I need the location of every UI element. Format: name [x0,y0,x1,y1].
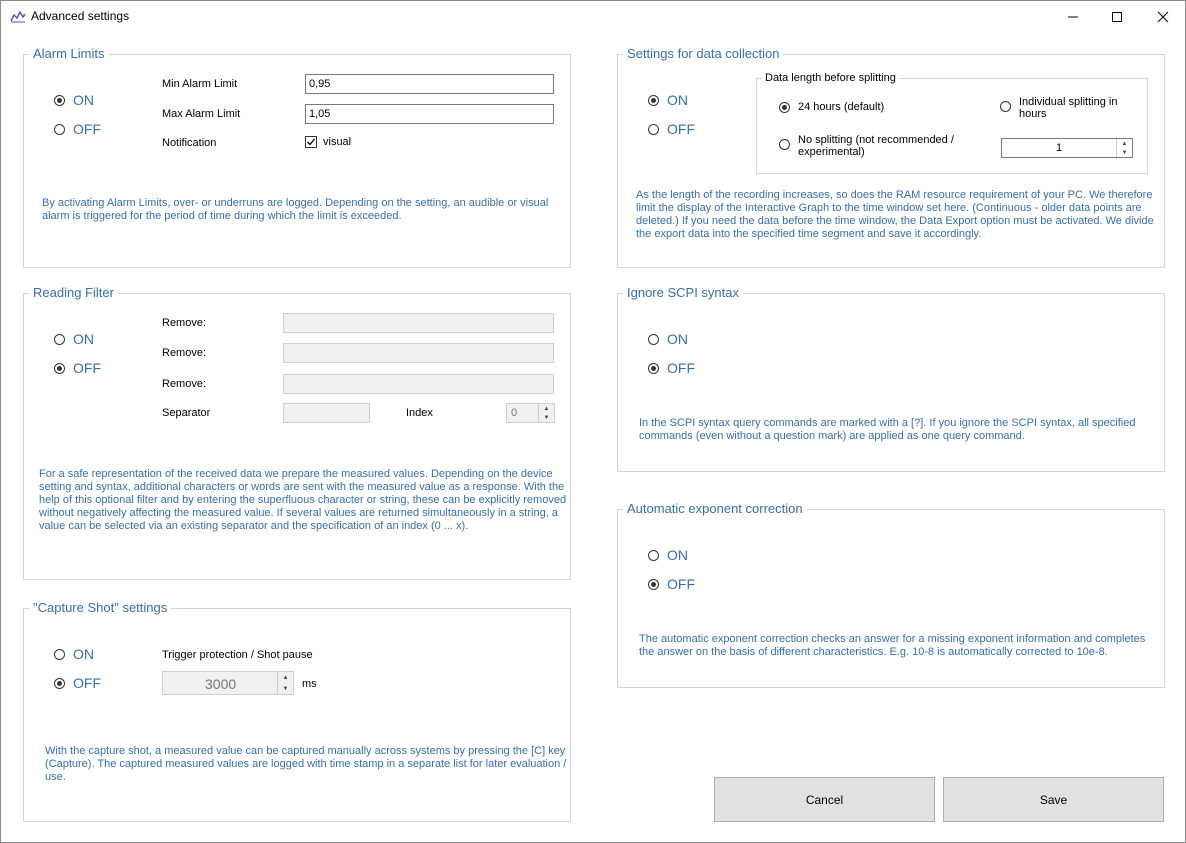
desc-line: value can be selected via an existing separator and the specification of an index (0 ... x). [39,520,469,532]
radio-unchecked-icon [1000,101,1011,112]
radio-unchecked-icon [779,139,790,150]
filter-off-label: OFF [73,360,101,376]
opt-nosplit-radio[interactable] [779,134,954,158]
scpi-syntax-group [617,285,1165,472]
desc-line: the answer on the basis of different characteristics. E.g. 10-8 is automatically corrected to 10e-8. [639,646,1108,658]
capture-off-radio[interactable] [54,675,101,691]
radio-unchecked-icon [54,124,65,135]
visual-label: visual [323,136,352,148]
capture-on-radio[interactable] [54,646,94,662]
separator-input[interactable] [283,403,370,423]
scpi-on-radio[interactable] [648,331,688,347]
hours-spinner[interactable] [1001,138,1133,158]
radio-checked-icon [54,363,65,374]
spin-up-icon[interactable]: ▲ [1121,140,1128,147]
checkbox-checked-icon [305,136,317,148]
desc-line: alarm is triggered for the period of time during which the limit is exceeded. [42,210,402,222]
opt-nosplit-label [798,134,954,158]
exponent-off-label: OFF [667,576,695,592]
capture-shot-title: "Capture Shot" settings [29,600,171,615]
desc-line: help of this optional filter and by entering the superfluous character or string, these can be explicitly removed [39,494,567,506]
filter-description [39,468,566,533]
desc-line: In the SCPI syntax query commands are marked with a [?]. If you ignore the SCPI syntax, all specified [639,417,1136,429]
max-alarm-label: Max Alarm Limit [162,108,241,120]
desc-line: With the capture shot, a measured value can be captured manually across systems by pressing the [C] key [45,745,566,757]
alarm-limits-title: Alarm Limits [29,46,109,61]
spin-up-icon[interactable]: ▲ [282,674,289,681]
desc-line: limit the display of the Interactive Graph to the time window set here. (Continuous - older data points are [636,202,1142,214]
spinner-arrows[interactable] [1116,139,1132,157]
opt-individual-label [1019,96,1117,120]
spin-down-icon[interactable]: ▼ [282,685,289,692]
desc-line: As the length of the recording increases, so does the RAM resource requirement of your PC. We therefore [636,189,1153,201]
visual-checkbox[interactable] [305,136,351,148]
capture-off-label: OFF [73,675,101,691]
window-title: Advanced settings [31,9,130,23]
app-icon [10,9,26,23]
desc-line: use. [45,771,66,783]
shot-pause-spinner[interactable] [162,671,294,695]
desc-line: (Capture). The captured measured values are logged with time stamp in a separate list for later evaluation / [45,758,567,770]
close-button[interactable] [1140,1,1186,32]
collection-off-label: OFF [667,121,695,137]
desc-line: By activating Alarm Limits, over- or underruns are logged. Depending on the setting, an audible or visual [42,197,549,209]
radio-unchecked-icon [648,550,659,561]
label-line: hours [1019,108,1047,120]
desc-line: the export data into the specified time segment and save it accordingly. [636,228,982,240]
trigger-protection-label: Trigger protection / Shot pause [162,649,313,661]
spin-down-icon[interactable]: ▼ [1121,149,1128,156]
remove-label-1: Remove: [162,317,207,329]
separator-label: Separator [162,407,211,419]
radio-unchecked-icon [648,334,659,345]
title-bar [1,1,1185,32]
minimize-icon [1067,11,1079,23]
scpi-off-label: OFF [667,360,695,376]
scpi-description [639,417,1135,443]
hours-value: 1 [1056,142,1063,154]
exponent-correction-group [617,501,1165,688]
maximize-button[interactable] [1094,1,1140,32]
radio-checked-icon [648,579,659,590]
save-button[interactable]: Save [943,777,1164,822]
reading-filter-title: Reading Filter [29,285,118,300]
spinner-arrows[interactable] [538,404,554,422]
remove-label-2: Remove: [162,347,207,359]
filter-on-label: ON [73,331,94,347]
data-length-subgroup [756,72,1148,174]
alarm-on-label: ON [73,92,94,108]
desc-line: commands (even without a question mark) are applied as one query command. [639,430,1025,442]
remove-input-2[interactable] [283,343,554,363]
capture-description [45,745,566,784]
exponent-correction-title: Automatic exponent correction [623,501,807,516]
desc-line: deleted.) If you need the data before the time window, the Data Export option must be activated. We divide [636,215,1154,227]
reading-filter-group [23,285,571,580]
remove-input-1[interactable] [283,313,554,333]
capture-shot-group [23,600,571,822]
radio-checked-icon [54,678,65,689]
alarm-on-radio[interactable] [54,92,94,108]
radio-unchecked-icon [648,124,659,135]
scpi-on-label: ON [667,331,688,347]
opt-24h-radio[interactable] [779,101,884,113]
label-line: No splitting (not recommended / [798,134,954,146]
max-alarm-input[interactable]: 1,05 [305,104,554,124]
radio-checked-icon [648,363,659,374]
opt-24h-label: 24 hours (default) [798,101,885,113]
collection-off-radio[interactable] [648,121,695,137]
index-value: 0 [511,407,518,419]
filter-off-radio[interactable] [54,360,101,376]
data-collection-title: Settings for data collection [623,46,783,61]
data-length-title: Data length before splitting [762,72,899,84]
radio-checked-icon [648,95,659,106]
label-line: experimental) [798,146,865,158]
spinner-arrows[interactable] [277,672,293,694]
alarm-description [42,197,548,223]
data-collection-group [617,46,1165,268]
shot-pause-value: 3000 [205,676,237,692]
desc-line: For a safe representation of the received data we prepare the measured values. Depending on the device [39,468,553,480]
radio-checked-icon [54,95,65,106]
min-alarm-input[interactable]: 0,95 [305,74,554,94]
spin-down-icon[interactable]: ▼ [543,414,550,421]
radio-checked-icon [779,102,790,113]
desc-line: setting and syntax, additional characters or words are sent with the measured value as a response. With the [39,481,565,493]
alarm-limits-group [23,46,571,268]
maximize-icon [1111,11,1123,23]
remove-label-3: Remove: [162,378,207,390]
remove-input-3[interactable] [283,374,554,394]
exponent-on-radio[interactable] [648,547,688,563]
close-icon [1157,11,1169,23]
minimize-button[interactable] [1050,1,1096,32]
alarm-off-radio[interactable] [54,121,101,137]
ms-unit-label: ms [302,678,317,690]
index-label: Index [406,407,433,419]
desc-line: The automatic exponent correction checks an answer for a missing exponent information and completes [639,633,1146,645]
filter-on-radio[interactable] [54,331,94,347]
exponent-description [639,633,1145,659]
opt-individual-radio[interactable] [1000,96,1117,120]
scpi-syntax-title: Ignore SCPI syntax [623,285,743,300]
radio-unchecked-icon [54,649,65,660]
label-line: Individual splitting in [1019,96,1118,108]
radio-unchecked-icon [54,334,65,345]
index-spinner[interactable] [506,403,555,423]
notification-label: Notification [162,137,217,149]
exponent-off-radio[interactable] [648,576,695,592]
collection-on-radio[interactable] [648,92,688,108]
scpi-off-radio[interactable] [648,360,695,376]
exponent-on-label: ON [667,547,688,563]
min-alarm-label: Min Alarm Limit [162,78,238,90]
collection-description [636,189,1154,241]
desc-line: without negatively affecting the measured value. If several values are returned simultaneously in a string, a [39,507,558,519]
spin-up-icon[interactable]: ▲ [543,405,550,412]
capture-on-label: ON [73,646,94,662]
collection-on-label: ON [667,92,688,108]
cancel-button[interactable]: Cancel [714,777,935,822]
alarm-off-label: OFF [73,121,101,137]
